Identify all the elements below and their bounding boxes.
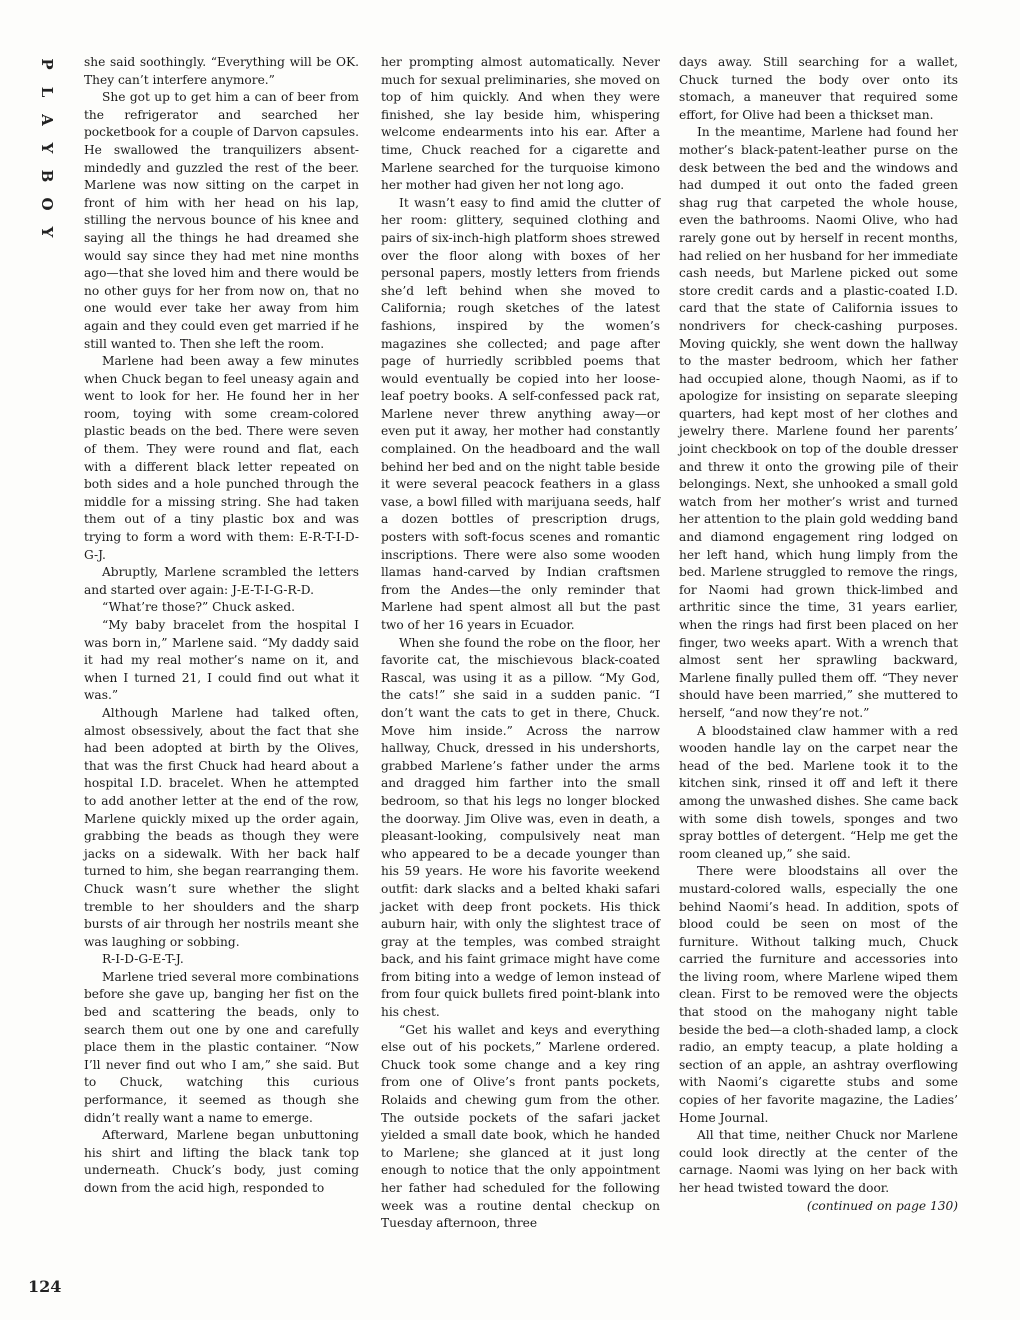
paragraph: “My baby bracelet from the hospital I was born in,” Marlene said. “My daddy said it had my real mother’s name on it, and when I turned 21, I could find out what it was.” xyxy=(84,618,359,703)
paragraph: she said soothingly. “Everything will be OK. They can’t interfere anymore.” xyxy=(84,55,359,87)
masthead-vertical xyxy=(30,50,54,246)
text-column-2 xyxy=(381,54,660,1233)
paragraph: In the meantime, Marlene had found her mother’s black-patent-leather purse on the desk between the bed and the windows and had dumped it out onto the faded green shag rug that carpeted the whole house, even the bathrooms. Naomi Olive, who had rarely gone out by herself in recent months, had relied on her husband for her immediate cash needs, but Marlene picked out some store credit cards and a plastic-coated I.D. card that the state of California issues to nondrivers for check-cashing purposes. Moving quickly, she went down the hallway to the master bedroom, which her father had occupied alone, though Naomi, as if to apologize for insisting on separate sleeping quarters, had kept most of her clothes and jewelry there. Marlene found her parents’ joint checkbook on top of the double dresser and threw it onto the growing pile of their belongings. Next, she unhooked a small gold watch from her mother’s wrist and turned her attention to the plain gold wedding band and diamond engagement ring lodged on her left hand, which hung limply from the bed. Marlene struggled to remove the rings, for Naomi had grown thick-limbed and arthritic since the time, 31 years earlier, when the rings had first been placed on her finger, two weeks apart. With a wrench that almost sent her sprawling backward, Marlene finally pulled them off. “They never should have been married,” she muttered to herself, “and now they’re not.” xyxy=(679,125,958,720)
masthead-letter: Y xyxy=(38,226,56,238)
paragraph: “What’re those?” Chuck asked. xyxy=(102,600,295,615)
paragraph: days away. Still searching for a wallet, Chuck turned the body over onto its stomach, a maneuver that required some effort, for Olive had been a thickset man. xyxy=(679,55,958,122)
masthead-letter: P xyxy=(38,58,56,70)
paragraph: R-I-D-G-E-T-J. xyxy=(102,952,184,967)
paragraph: Abruptly, Marlene scrambled the letters and started over again: J-E-T-I-G-R-D. xyxy=(84,565,359,597)
paragraph: It wasn’t easy to find amid the clutter of her room: glittery, sequined clothing and pairs of six-inch-high platform shoes strewed over the floor along with boxes of her personal papers, mostly letters from friends she’d left behind when she moved to California; rough sketches of the latest fashions, inspired by the women’s magazines she collected; and page after page of hurriedly scribbled poems that would eventually be copied into her loose-leaf poetry books. A self-confessed pack rat, Marlene never threw anything away—or even put it away, her mother had constantly complained. On the headboard and the wall behind her bed and on the night table beside it were several peacock feathers in a glass vase, a bowl filled with marijuana seeds, half a dozen bottles of prescription drugs, posters with soft-focus scenes and romantic inscriptions. There were also some wooden llamas hand-carved by Indian craftsmen from the Andes—the only reminder that Marlene had spent almost all but the past two of her 16 years in Ecuador. xyxy=(381,195,660,632)
paragraph: She got up to get him a can of beer from the refrigerator and searched her pocketbook for a couple of Darvon capsules. He swallowed the tranquilizers absent-mindedly and guzzled the rest of the beer. Marlene was now sitting on the carpet in front of him with her head on his lap, stilling the nervous bounce of his knee and saying all the things he had dreamed she would say since they had met nine months ago—that she loved him and there would be no other guys for her from now on, that no one would ever take her away from him again and they could even get married if he still wanted to. Then she left the room. xyxy=(84,90,359,351)
masthead-letter: B xyxy=(38,169,56,183)
paragraph: Marlene had been away a few minutes when Chuck began to feel uneasy again and went to look for her. He found her in her room, toying with some cream-colored plastic beads on the bed. There were seven of them. They were round and flat, each with a different black letter repeated on both sides and a hole punched through the middle for a missing string. She had taken them out of a tiny plastic box and was trying to form a word with them: E-R-T-I-D-G-J. xyxy=(84,354,359,562)
paragraph: There were bloodstains all over the mustard-colored walls, especially the one behind Naomi’s head. In addition, spots of blood could be seen on most of the furniture. Without talking much, Chuck carried the furniture and accessories into the living room, where Marlene wiped them clean. First to be removed were the objects that stood on the mahogany night table beside the bed—a cloth-shaded lamp, a clock radio, an empty teacup, a plate holding a section of an apple, an ashtray overflowing with Naomi’s cigarette stubs and some copies of her favorite magazine, the Ladies’ Home Journal. xyxy=(679,864,958,1125)
masthead-letter: O xyxy=(38,197,56,211)
page-number: 124 xyxy=(28,1277,62,1296)
continuation-line: (continued on page 130) xyxy=(806,1198,958,1213)
text-column-1 xyxy=(84,54,359,1198)
paragraph: Afterward, Marlene began unbuttoning his shirt and lifting the black tank top underneath. Chuck’s body, just coming down from the acid high, responded to xyxy=(84,1128,359,1195)
masthead-letter: Y xyxy=(38,142,56,154)
paragraph: When she found the robe on the floor, her favorite cat, the mischievous black-coated Rascal, was using it as a pillow. “My God, the cats!” she said in a sudden panic. “I don’t want the cats to get in there, Chuck. Move him inside.” Across the narrow hallway, Chuck, dressed in his undershorts, grabbed Marlene’s father under the arms and dragged him farther into the small bedroom, so that his legs no longer blocked the doorway. Jim Olive was, even in death, a pleasant-looking, compulsively neat man who appeared to be a decade younger than his 59 years. He wore his favorite weekend outfit: dark slacks and a belted khaki safari jacket with deep front pockets. His thick auburn hair, with only the slightest trace of gray at the temples, was combed straight back, and his faint grimace might have come from biting into a wedge of lemon instead of from four quick bullets fired point-blank into his chest. xyxy=(381,635,660,1020)
paragraph: Although Marlene had talked often, almost obsessively, about the fact that she had been adopted at birth by the Olives, that was the first Chuck had heard about a hospital I.D. bracelet. When he attempted to add another letter at the end of the row, Marlene quickly mixed up the order again, grabbing the beads as though they were jacks on a sidewalk. With her back half turned to him, she began rearranging them. Chuck wasn’t sure whether the slight tremble to her shoulders and the sharp bursts of air through her nostrils meant she was laughing or sobbing. xyxy=(84,705,359,949)
masthead-letter: A xyxy=(38,114,56,126)
paragraph: All that time, neither Chuck nor Marlene could look directly at the center of the carnage. Naomi was lying on her back with her head twisted toward the door. xyxy=(679,1128,958,1195)
paragraph: A bloodstained claw hammer with a red wooden handle lay on the carpet near the head of the bed. Marlene took it to the kitchen sink, rinsed it off and left it there among the unwashed dishes. She came back with some dish towels, sponges and two spray bottles of detergent. “Help me get the room cleaned up,” she said. xyxy=(679,723,958,861)
paragraph: “Get his wallet and keys and everything else out of his pockets,” Marlene ordered. Chuck took some change and a key ring from one of Olive’s front pants pockets, Rolaids and chewing gum from the other. The outside pockets of the safari jacket yielded a small date book, which he handed to Marlene; she glanced at it just long enough to notice that the only appointment her father had scheduled for the following week was a routine dental checkup on Tuesday afternoon, three xyxy=(381,1022,660,1231)
paragraph: her prompting almost automatically. Never much for sexual preliminaries, she moved on top of him quickly. And when they were finished, she lay beside him, whispering welcome endearments into his ear. After a time, Chuck reached for a cigarette and Marlene searched for the turquoise kimono her mother had given her not long ago. xyxy=(381,55,660,193)
paragraph: Marlene tried several more combinations before she gave up, banging her fist on the bed and scattering the beads, only to search them out one by one and carefully place them in the plastic container. “Now I’ll never find out who I am,” she said. But to Chuck, watching this curious performance, it seemed as though she didn’t really want a name to emerge. xyxy=(84,969,359,1125)
masthead-letter: L xyxy=(38,86,56,98)
text-column-3 xyxy=(679,54,958,1215)
